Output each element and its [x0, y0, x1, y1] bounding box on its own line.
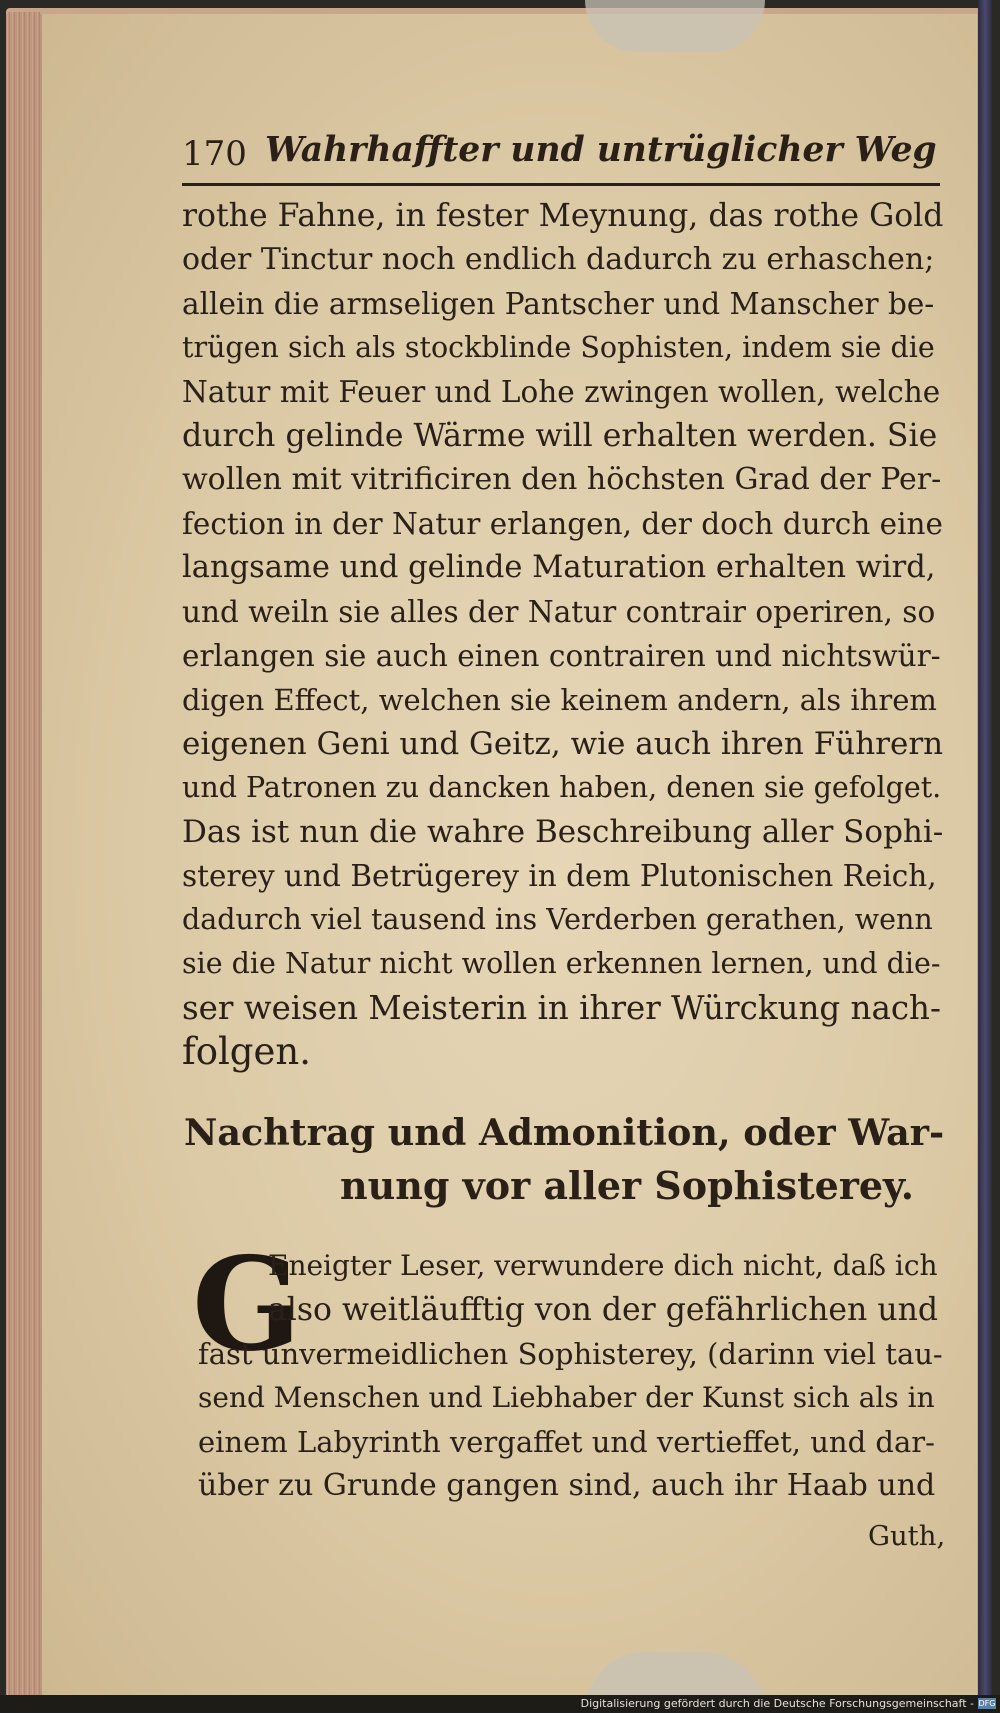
body-line: trügen sich als stockblinde Sophisten, indem sie die: [182, 331, 935, 364]
page-clip-top: [585, 0, 765, 52]
body-line: sterey und Betrügerey in dem Plutonischen Reich,: [182, 859, 937, 893]
body-line: und weiln sie alles der Natur contrair operiren, so: [182, 595, 936, 629]
section-heading: Nachtrag und Admonition, oder War-: [184, 1111, 945, 1154]
body-line: und Patronen zu dancken haben, denen sie gefolget.: [182, 771, 942, 804]
body-line: rothe Fahne, in fester Meynung, das rothe Gold: [182, 198, 944, 234]
section-heading: nung vor aller Sophisterey.: [340, 1163, 914, 1208]
body-line: allein die armseligen Pantscher und Manscher be-: [182, 287, 935, 321]
body-line: durch gelinde Wärme will erhalten werden. Sie: [182, 418, 938, 454]
section-line: fast unvermeidlichen Sophisterey, (darinn viel tau-: [198, 1337, 943, 1371]
section-line: über zu Grunde gangen sind, auch ihr Haab und: [198, 1468, 936, 1503]
header-rule: [182, 183, 940, 186]
body-line: erlangen sie auch einen contrairen und nichtswür-: [182, 639, 941, 673]
section-line: Eneigter Leser, verwundere dich nicht, daß ich: [268, 1249, 938, 1282]
body-line: langsame und gelinde Maturation erhalten wird,: [182, 550, 936, 585]
body-line: folgen.: [182, 1030, 311, 1073]
dfg-logo-icon: DFG: [978, 1699, 996, 1708]
body-line: sie die Natur nicht wollen erkennen lernen, und die-: [182, 947, 941, 980]
body-line: Das ist nun die wahre Beschreibung aller Sophi-: [182, 814, 944, 850]
section-line: send Menschen und Liebhaber der Kunst sich als in: [198, 1381, 935, 1414]
body-line: eigenen Geni und Geitz, wie auch ihren Führern: [182, 726, 944, 762]
body-line: Natur mit Feuer und Lohe zwingen wollen, welche: [182, 375, 941, 409]
body-line: fection in der Natur erlangen, der doch durch eine: [182, 507, 943, 541]
section-line: also weitläufftig von der gefährlichen und: [268, 1292, 939, 1328]
catchword: Guth,: [868, 1520, 946, 1552]
body-line: wollen mit vitrificiren den höchsten Grad der Per-: [182, 462, 942, 497]
footer-credit: Digitalisierung gefördert durch die Deutsche Forschungsgemeinschaft -: [580, 1697, 974, 1710]
page-edges: [6, 12, 40, 1698]
page-number: 170: [182, 134, 247, 174]
body-line: ser weisen Meisterin in ihrer Würckung nach-: [182, 989, 941, 1027]
running-title: Wahrhaffter und untrüglicher Weg: [265, 130, 937, 170]
body-line: dadurch viel tausend ins Verderben gerathen, wenn: [182, 903, 933, 936]
section-line: einem Labyrinth vergaffet und vertieffet, und dar-: [198, 1425, 935, 1459]
body-line: oder Tinctur noch endlich dadurch zu erhaschen;: [182, 242, 935, 277]
bookmark-ribbon: [978, 0, 992, 1713]
body-line: digen Effect, welchen sie keinem andern, als ihrem: [182, 683, 937, 717]
drop-cap-initial: G: [192, 1230, 302, 1380]
